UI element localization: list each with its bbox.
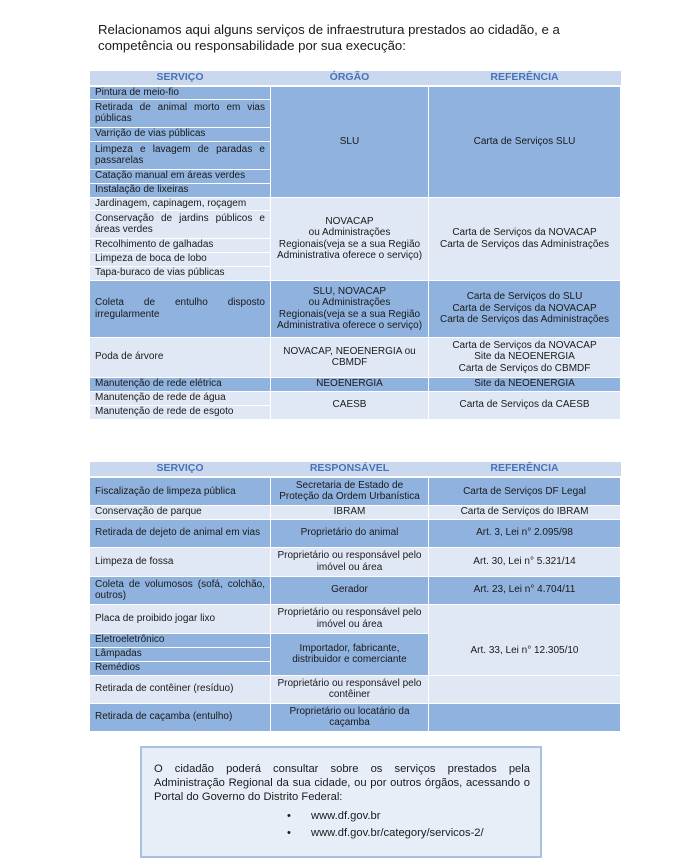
servico-cell: Retirada de dejeto de animal em vias: [90, 519, 271, 547]
responsavel-cell: Proprietário do animal: [271, 519, 429, 547]
intro-line-1: Relacionamos aqui alguns serviços de infraestrutura prestados ao cidadão, e a: [98, 22, 560, 37]
table-row: [90, 86, 621, 99]
servico-cell: Retirada de contêiner (resíduo): [90, 675, 271, 703]
responsavel-line: caçamba: [329, 717, 370, 728]
table-header: [90, 71, 621, 86]
table-header: [90, 462, 621, 477]
services-link[interactable]: www.df.gov.br/category/servicos-2/: [311, 827, 484, 839]
service-cell: Limpeza e lavagem de paradas e passarelas: [90, 141, 271, 169]
referencia-cell: [429, 280, 621, 337]
referencia-cell: Art. 3, Lei n° 2.095/98: [429, 519, 621, 547]
referencia-cell-empty: [429, 675, 621, 703]
referencia-cell: Site da NEOENERGIA: [429, 377, 621, 391]
responsavel-cell: [271, 477, 429, 505]
responsavel-line: Proteção da Ordem Urbanística: [279, 491, 420, 503]
link-item: [287, 808, 540, 825]
orgao-line: SLU, NOVACAP: [312, 285, 387, 297]
link-item: [287, 825, 540, 842]
services-table-orgao: [89, 71, 621, 420]
service-cell: Tapa-buraco de vias públicas: [90, 266, 271, 280]
info-text: O cidadão poderá consultar sobre os serviços prestados pela Administração Regional da sua cidade, ou por outros órgãos, acessando o Portal do Governo do Distrito Federal:: [154, 763, 530, 803]
referencia-cell: Carta de Serviços da CAESB: [429, 391, 621, 419]
orgao-line: NOVACAP: [325, 215, 374, 227]
service-cell: Varrição de vias públicas: [90, 127, 271, 141]
responsavel-cell: Gerador: [271, 576, 429, 604]
orgao-cell: NEOENERGIA: [271, 377, 429, 391]
orgao-line: NOVACAP, NEOENERGIA ou: [283, 345, 416, 357]
intro-paragraph: [98, 22, 578, 54]
responsavel-line: Proprietário ou locatário da: [289, 705, 410, 717]
table-row: [90, 576, 621, 604]
responsavel-line: Secretaria de Estado de: [295, 479, 404, 491]
service-cell: Limpeza de boca de lobo: [90, 252, 271, 266]
responsavel-line: Importador, fabricante,: [299, 642, 400, 654]
responsavel-cell: [271, 675, 429, 703]
referencia-cell: Carta de Serviços do IBRAM: [429, 505, 621, 519]
service-cell: Manutenção de rede de água: [90, 391, 271, 405]
referencia-cell: Art. 33, Lei n° 12.305/10: [429, 604, 621, 675]
header-referencia: REFERÊNCIA: [429, 71, 621, 86]
orgao-line: CBMDF: [331, 357, 368, 368]
bullet-icon: •: [287, 810, 291, 822]
orgao-line: Administrativa oferece o serviço): [276, 320, 423, 331]
referencia-cell-empty: [429, 703, 621, 731]
table-row: [90, 477, 621, 505]
responsavel-line: imóvel ou área: [316, 561, 383, 573]
responsavel-line: imóvel ou área: [316, 618, 383, 630]
servico-cell: Conservação de parque: [90, 505, 271, 519]
orgao-cell: [271, 280, 429, 337]
responsavel-cell: IBRAM: [271, 505, 429, 519]
responsavel-line: Proprietário ou responsável pelo: [277, 550, 422, 561]
link-list: [142, 808, 540, 842]
intro-line-2: competência ou responsabilidade por sua execução:: [98, 38, 406, 53]
responsavel-line: Proprietário ou responsável pelo: [277, 677, 422, 689]
service-cell: Pintura de meio-fio: [90, 86, 271, 99]
services-table-responsavel: [89, 462, 621, 732]
table-row: [90, 505, 621, 519]
service-cell: Poda de árvore: [90, 337, 271, 377]
referencia-line: Carta de Serviços das Administrações: [440, 238, 609, 250]
orgao-line: Regionais(veja se a sua Região: [278, 238, 421, 250]
service-cell: Catação manual em áreas verdes: [90, 169, 271, 183]
service-cell: Conservação de jardins públicos e áreas verdes: [90, 210, 271, 238]
service-cell: Retirada de animal morto em vias públicas: [90, 99, 271, 127]
orgao-line: Regionais(veja se a sua Região: [278, 308, 421, 320]
service-cell: Jardinagem, capinagem, roçagem: [90, 197, 271, 210]
orgao-line: ou Administrações: [308, 227, 391, 238]
responsavel-cell: [271, 604, 429, 633]
orgao-cell: [271, 197, 429, 280]
service-cell: Instalação de lixeiras: [90, 183, 271, 197]
referencia-cell: Art. 23, Lei n° 4.704/11: [429, 576, 621, 604]
bullet-icon: •: [287, 827, 291, 839]
referencia-line: Carta de Serviços das Administrações: [440, 314, 609, 326]
referencia-cell: Art. 30, Lei n° 5.321/14: [429, 547, 621, 576]
referencia-cell: [429, 197, 621, 280]
service-cell: Manutenção de rede de esgoto: [90, 405, 271, 419]
servico-cell: Fiscalização de limpeza pública: [90, 477, 271, 505]
servico-cell: Limpeza de fossa: [90, 547, 271, 576]
header-servico: SERVIÇO: [90, 462, 271, 477]
table-row: [90, 519, 621, 547]
table-row: [90, 604, 621, 633]
referencia-line: Carta de Serviços da NOVACAP: [452, 227, 597, 238]
servico-cell: Eletroeletrônico: [90, 633, 271, 647]
orgao-cell: CAESB: [271, 391, 429, 419]
table-row: [90, 675, 621, 703]
orgao-cell: [271, 337, 429, 377]
table-row: [90, 703, 621, 731]
servico-cell: Coleta de volumosos (sofá, colchão, outros): [90, 576, 271, 604]
responsavel-cell: [271, 703, 429, 731]
header-servico: SERVIÇO: [90, 71, 271, 86]
table-row: [90, 337, 621, 377]
referencia-cell: [429, 337, 621, 377]
referencia-cell: Carta de Serviços DF Legal: [429, 477, 621, 505]
responsavel-cell: [271, 633, 429, 675]
servico-cell: Retirada de caçamba (entulho): [90, 703, 271, 731]
table-row: [90, 280, 621, 337]
referencia-line: Carta de Serviços do SLU: [466, 291, 583, 303]
responsavel-line: distribuidor e comerciante: [292, 654, 407, 665]
responsavel-line: contêiner: [328, 689, 371, 700]
table-row: [90, 197, 621, 210]
orgao-cell: SLU: [271, 86, 429, 197]
service-cell: Recolhimento de galhadas: [90, 238, 271, 252]
portal-link[interactable]: www.df.gov.br: [311, 810, 381, 822]
responsavel-line: Proprietário ou responsável pelo: [277, 607, 422, 618]
info-box: [140, 746, 542, 858]
servico-cell: Placa de proibido jogar lixo: [90, 604, 271, 633]
header-orgao: ÓRGÃO: [271, 71, 429, 86]
servico-cell: Remédios: [90, 661, 271, 675]
referencia-line: Carta de Serviços do CBMDF: [458, 362, 591, 374]
header-referencia: REFERÊNCIA: [429, 462, 621, 477]
referencia-line: Carta de Serviços da NOVACAP: [452, 302, 597, 314]
orgao-line: ou Administrações: [308, 297, 391, 308]
table-row: [90, 391, 621, 405]
service-cell: Coleta de entulho disposto irregularmente: [90, 280, 271, 337]
servico-cell: Lâmpadas: [90, 647, 271, 661]
table-row: [90, 377, 621, 391]
table-row: [90, 547, 621, 576]
referencia-cell: Carta de Serviços SLU: [429, 86, 621, 197]
header-responsavel: RESPONSÁVEL: [271, 462, 429, 477]
responsavel-cell: [271, 547, 429, 576]
referencia-line: Site da NEOENERGIA: [474, 351, 575, 363]
service-cell: Manutenção de rede elétrica: [90, 377, 271, 391]
referencia-line: Carta de Serviços da NOVACAP: [452, 339, 597, 351]
orgao-line: Administrativa oferece o serviço): [276, 250, 423, 261]
